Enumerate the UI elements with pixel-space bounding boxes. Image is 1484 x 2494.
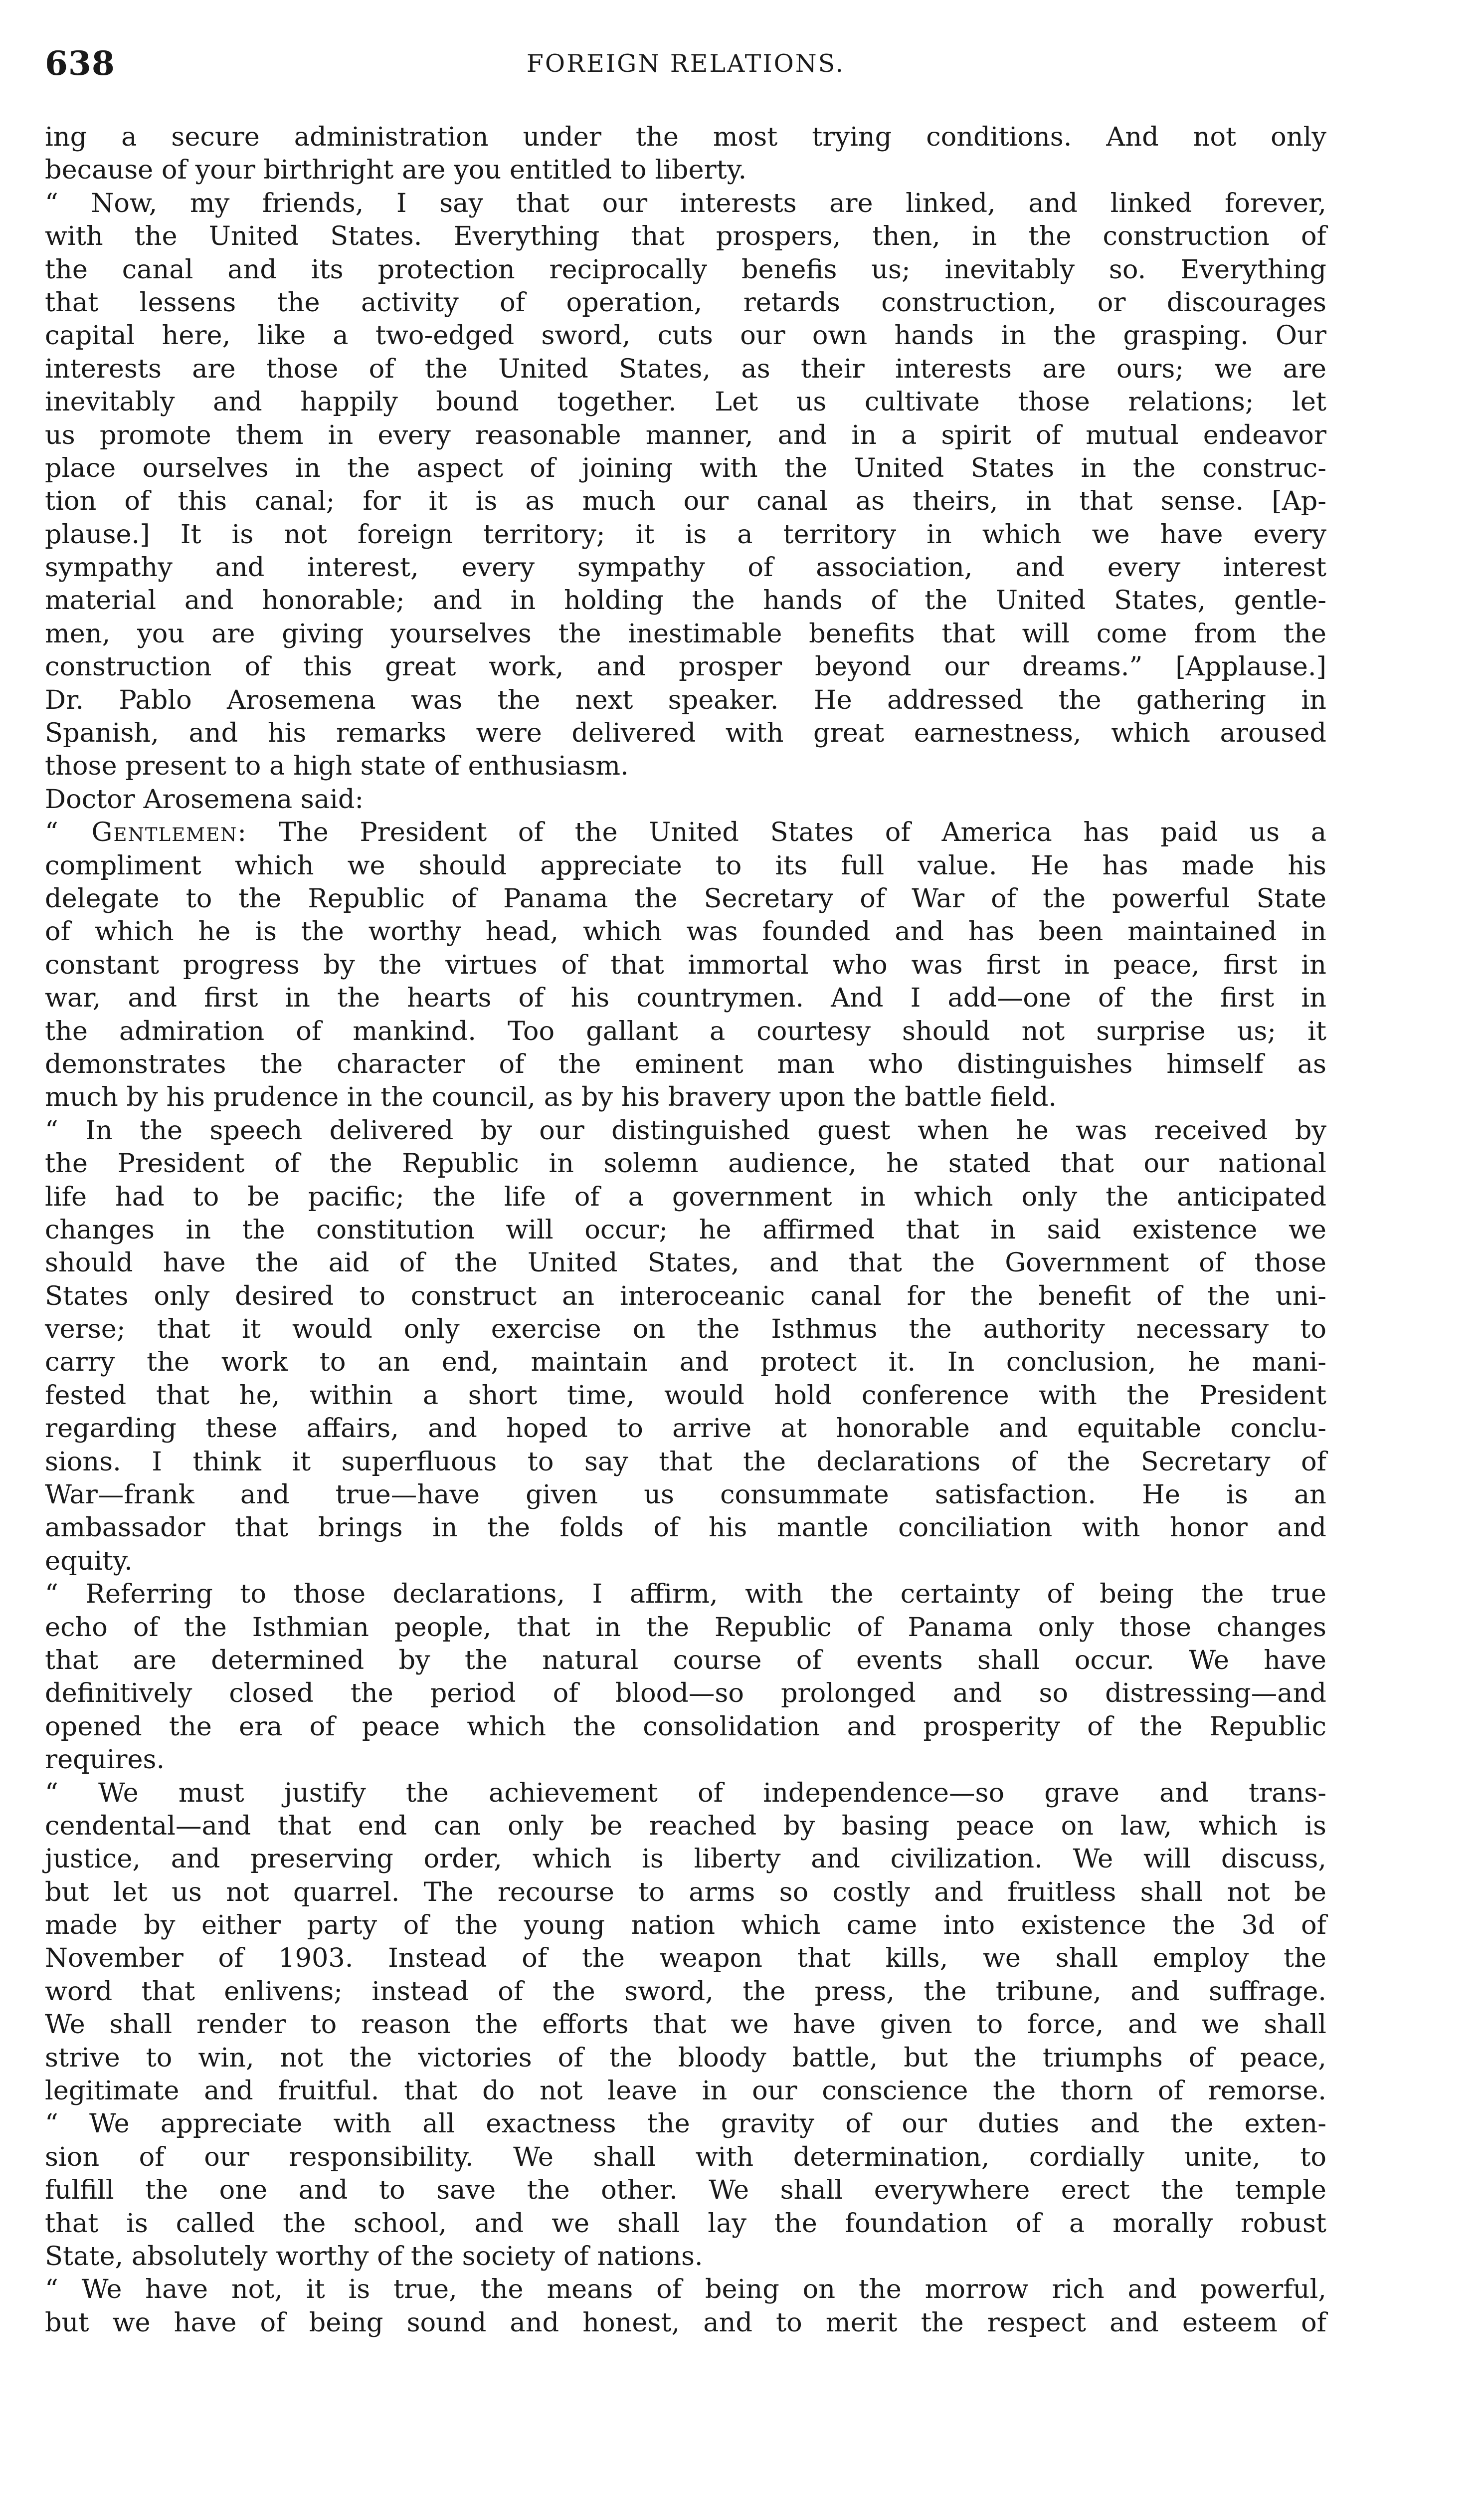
text-line: but we have of being sound and honest, and to merit the respect and esteem of bbox=[45, 2307, 1326, 2338]
text-line: of which he is the worthy head, which was founded and has been maintained in bbox=[45, 916, 1326, 947]
text-line: those present to a high state of enthusiasm. bbox=[45, 751, 629, 782]
text-line: legitimate and fruitful. that do not leave in our conscience the thorn of remorse. bbox=[45, 2076, 1326, 2106]
text-line: opened the era of peace which the consolidation and prosperity of the Republic bbox=[45, 1711, 1326, 1742]
running-head: FOREIGN RELATIONS. bbox=[526, 49, 845, 78]
text-line: States only desired to construct an interoceanic canal for the benefit of the uni- bbox=[45, 1280, 1326, 1311]
text-line: made by either party of the young nation which came into existence the 3d of bbox=[45, 1910, 1326, 1941]
text-line: that lessens the activity of operation, retards construction, or discourages bbox=[45, 287, 1326, 318]
text-line: capital here, like a two-edged sword, cuts our own hands in the grasping. Our bbox=[45, 320, 1326, 351]
text-line: changes in the constitution will occur; he affirmed that in said existence we bbox=[45, 1214, 1326, 1245]
text-line: ambassador that brings in the folds of his mantle conciliation with honor and bbox=[45, 1512, 1326, 1543]
text-line: cendental—and that end can only be reached by basing peace on law, which is bbox=[45, 1810, 1326, 1841]
text-line: We shall render to reason the efforts that we have given to force, and we shall bbox=[45, 2009, 1326, 2040]
page-number: 638 bbox=[45, 44, 115, 83]
text-line: “ In the speech delivered by our distinguished guest when he was received by bbox=[45, 1115, 1326, 1146]
text-line: construction of this great work, and prosper beyond our dreams.” [Applause.] bbox=[45, 651, 1326, 682]
text-line: word that enlivens; instead of the sword, the press, the tribune, and suffrage. bbox=[45, 1976, 1326, 2007]
text-line: us promote them in every reasonable manner, and in a spirit of mutual endeavor bbox=[45, 419, 1326, 450]
text-line: life had to be pacific; the life of a government in which only the anticipated bbox=[45, 1181, 1326, 1212]
text-line: “ Referring to those declarations, I affirm, with the certainty of being the true bbox=[45, 1579, 1326, 1610]
body-text bbox=[45, 121, 1326, 2339]
text-line: regarding these affairs, and hoped to arrive at honorable and equitable conclu- bbox=[45, 1413, 1326, 1444]
text-line: strive to win, not the victories of the bloody battle, but the triumphs of peace, bbox=[45, 2042, 1326, 2073]
text-line: verse; that it would only exercise on the Isthmus the authority necessary to bbox=[45, 1314, 1326, 1345]
text-line: November of 1903. Instead of the weapon that kills, we shall employ the bbox=[45, 1943, 1326, 1974]
text-line: State, absolutely worthy of the society of nations. bbox=[45, 2241, 703, 2272]
text-line: interests are those of the United States, as their interests are ours; we are bbox=[45, 353, 1326, 384]
text-line: Spanish, and his remarks were delivered with great earnestness, which aroused bbox=[45, 718, 1326, 749]
text-line: with the United States. Everything that prospers, then, in the construction of bbox=[45, 221, 1326, 252]
text-line: echo of the Isthmian people, that in the Republic of Panama only those changes bbox=[45, 1612, 1326, 1643]
text-line: fulfill the one and to save the other. We shall everywhere erect the temple bbox=[45, 2175, 1326, 2206]
text-line: carry the work to an end, maintain and protect it. In conclusion, he mani- bbox=[45, 1347, 1326, 1378]
text-line: War—frank and true—have given us consummate satisfaction. He is an bbox=[45, 1479, 1326, 1510]
text-line: delegate to the Republic of Panama the Secretary of War of the powerful State bbox=[45, 883, 1326, 914]
text-line: Doctor Arosemena said: bbox=[45, 784, 364, 815]
text-line: compliment which we should appreciate to its full value. He has made his bbox=[45, 850, 1326, 881]
text-line: men, you are giving yourselves the inestimable benefits that will come from the bbox=[45, 618, 1326, 649]
text-line: inevitably and happily bound together. Let us cultivate those relations; let bbox=[45, 387, 1326, 417]
text-line: the admiration of mankind. Too gallant a courtesy should not surprise us; it bbox=[45, 1016, 1326, 1046]
text-line: the canal and its protection reciprocally benefis us; inevitably so. Everything bbox=[45, 254, 1326, 285]
text-line: that are determined by the natural course of events shall occur. We have bbox=[45, 1645, 1326, 1675]
text-line: justice, and preserving order, which is liberty and civilization. We will discuss, bbox=[45, 1844, 1326, 1874]
text-line: because of your birthright are you entitled to liberty. bbox=[45, 155, 747, 186]
text-line: should have the aid of the United States, and that the Government of those bbox=[45, 1247, 1326, 1278]
text-line: sion of our responsibility. We shall with determination, cordially unite, to bbox=[45, 2141, 1326, 2172]
salutation: “ Gentlemen: bbox=[45, 817, 248, 848]
text-line: sions. I think it superfluous to say that the declarations of the Secretary of bbox=[45, 1446, 1326, 1477]
text-line: “ Gentlemen: The President of the United States of America has paid us a bbox=[45, 817, 1326, 848]
page-header bbox=[45, 46, 1326, 81]
text-line: sympathy and interest, every sympathy of association, and every interest bbox=[45, 552, 1326, 583]
text-line: constant progress by the virtues of that immortal who was first in peace, first in bbox=[45, 949, 1326, 980]
text-line: the President of the Republic in solemn audience, he stated that our national bbox=[45, 1148, 1326, 1179]
text-line: “ Now, my friends, I say that our interests are linked, and linked forever, bbox=[45, 188, 1326, 218]
text-line: place ourselves in the aspect of joining with the United States in the construc- bbox=[45, 452, 1326, 483]
text-line: ing a secure administration under the most trying conditions. And not only bbox=[45, 122, 1326, 152]
text-line: “ We appreciate with all exactness the gravity of our duties and the exten- bbox=[45, 2108, 1326, 2139]
text-line: much by his prudence in the council, as by his bravery upon the battle field. bbox=[45, 1082, 1057, 1113]
text-line: that is called the school, and we shall lay the foundation of a morally robust bbox=[45, 2208, 1326, 2239]
text-line: “ We have not, it is true, the means of being on the morrow rich and powerful, bbox=[45, 2274, 1326, 2305]
text-line: fested that he, within a short time, would hold conference with the President bbox=[45, 1380, 1326, 1411]
text-line: “ We must justify the achievement of independence—so grave and trans- bbox=[45, 1777, 1326, 1808]
text-line: but let us not quarrel. The recourse to arms so costly and fruitless shall not be bbox=[45, 1876, 1326, 1907]
text-line: material and honorable; and in holding the hands of the United States, gentle- bbox=[45, 585, 1326, 616]
text-line: tion of this canal; for it is as much our canal as theirs, in that sense. [Ap- bbox=[45, 486, 1326, 517]
text-line: war, and first in the hearts of his countrymen. And I add—one of the first in bbox=[45, 983, 1326, 1014]
text-line: equity. bbox=[45, 1545, 133, 1576]
text-line: demonstrates the character of the eminent man who distinguishes himself as bbox=[45, 1048, 1326, 1079]
text-line: definitively closed the period of blood—so prolonged and so distressing—and bbox=[45, 1678, 1326, 1709]
text-line: requires. bbox=[45, 1744, 165, 1775]
text-line: plause.] It is not foreign territory; it is a territory in which we have every bbox=[45, 519, 1326, 550]
text-line: Dr. Pablo Arosemena was the next speaker. He addressed the gathering in bbox=[45, 684, 1326, 715]
